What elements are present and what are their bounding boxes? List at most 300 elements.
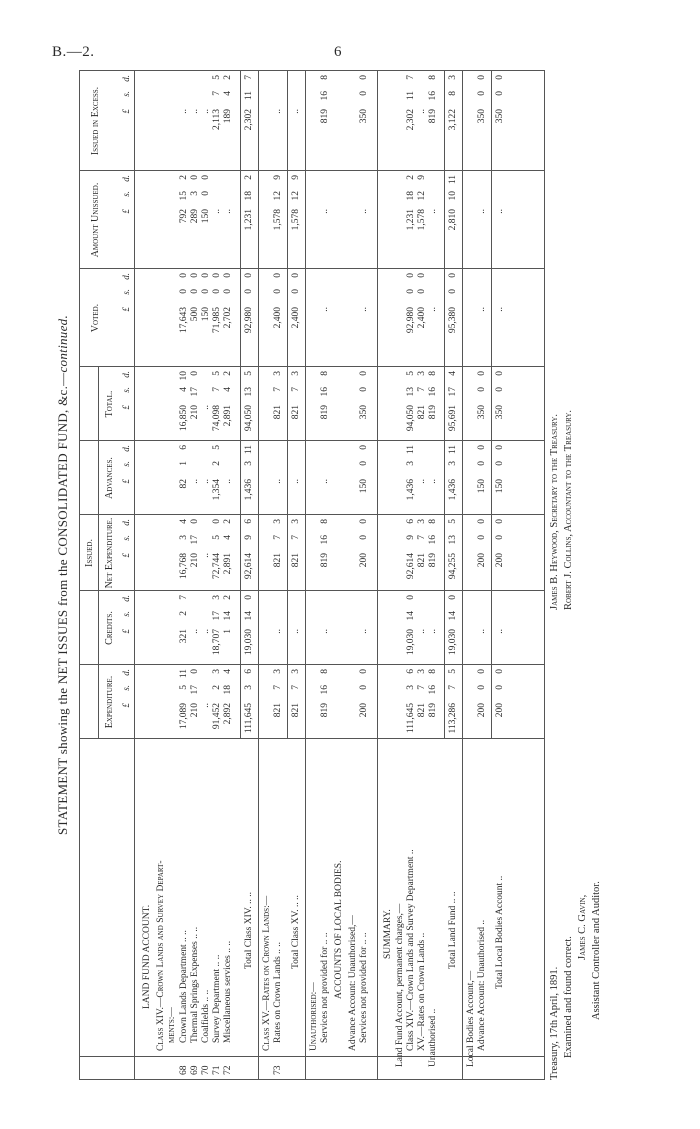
- pounds: 350: [359, 405, 369, 420]
- row-1-cred: [190, 595, 200, 665]
- pounds: ..: [495, 209, 505, 214]
- local-bodies-account-excess: [477, 75, 487, 171]
- pounds: 82: [179, 479, 189, 489]
- shillings: 0: [212, 289, 222, 294]
- class15-row-adv: [273, 445, 283, 515]
- pence: 2: [223, 75, 233, 80]
- pence: 2: [244, 175, 254, 180]
- pence: 5: [212, 75, 222, 80]
- shillings: [359, 191, 369, 209]
- pounds: ..: [201, 703, 211, 708]
- pounds: 113,286: [448, 703, 458, 734]
- row-2-excess: [201, 75, 211, 171]
- unit-pound: £: [121, 209, 131, 214]
- pence: [359, 595, 369, 611]
- pence: [190, 445, 200, 461]
- pence: 0: [417, 273, 427, 278]
- pounds: 92,614: [244, 553, 254, 580]
- shillings: 0: [223, 289, 233, 294]
- row-4-tot: [223, 371, 233, 441]
- advance-account-title: Advance Account: Unauthorised,—: [348, 915, 358, 1051]
- shillings: [495, 611, 505, 629]
- shillings: 3: [448, 461, 458, 466]
- pounds: ..: [291, 629, 301, 634]
- shillings: 4: [179, 387, 189, 392]
- advance-row-excess: [359, 75, 369, 171]
- pence: 4: [179, 519, 189, 524]
- pence: [201, 595, 211, 611]
- unit-pence: d.: [121, 273, 131, 280]
- pence: 8: [428, 75, 438, 80]
- pence: [201, 445, 211, 461]
- row-label: Miscellaneous services .. ..: [223, 940, 233, 1043]
- row-3-tot: [212, 371, 222, 441]
- section-rule: [377, 71, 378, 1079]
- pounds: 821: [417, 703, 427, 718]
- pence: 0: [495, 445, 505, 450]
- shillings: 7: [291, 535, 301, 540]
- pence: 4: [223, 669, 233, 674]
- total-land-fund-label: Total Land Fund .. ..: [448, 891, 458, 969]
- pounds: 16,850: [179, 405, 189, 432]
- shillings: [273, 91, 283, 109]
- summary-row-2-cred: [428, 595, 438, 665]
- footer-sig1-text: James B. Heywood, Secretary to the Treasury.: [549, 413, 560, 610]
- shillings: 13: [448, 535, 458, 545]
- advance-row-vot: [359, 273, 369, 367]
- pence: 11: [244, 445, 254, 455]
- total-land-fund-uniss: [448, 175, 458, 269]
- pounds: 72,744: [212, 553, 222, 580]
- row-1-vot: [190, 273, 200, 367]
- shillings: 11: [244, 91, 254, 101]
- summary-row-label: XV.—Rates on Crown Lands ..: [417, 932, 427, 1051]
- unit-pound: £: [121, 479, 131, 484]
- pounds: ..: [495, 629, 505, 634]
- pounds: 1,231: [244, 209, 254, 231]
- class14-title-cont: ments:—: [167, 1007, 177, 1043]
- row-number: 73: [273, 1065, 283, 1075]
- pounds: 94,255: [448, 553, 458, 580]
- section-rule: [305, 71, 306, 1079]
- shillings: 7: [291, 387, 301, 392]
- column-rule-tot: [80, 440, 544, 441]
- row-3-net: [212, 519, 222, 591]
- pence: [291, 75, 301, 91]
- summary-row-2-uniss: [428, 175, 438, 269]
- unit-pound: £: [121, 307, 131, 312]
- pence: 5: [406, 371, 416, 376]
- class14-total-net: [244, 519, 254, 591]
- local-bodies-account-adv: [477, 445, 487, 515]
- shillings: 3: [244, 685, 254, 690]
- page-number: 6: [334, 44, 342, 60]
- total-local-bodies-excess: [495, 75, 505, 171]
- pounds: ..: [320, 629, 330, 634]
- shillings: [201, 461, 211, 479]
- pounds: 2,400: [291, 307, 301, 329]
- unauthorised-row-cred: [320, 595, 330, 665]
- unit-shilling: s.: [121, 387, 131, 393]
- pounds: 819: [320, 109, 330, 124]
- pounds: 819: [428, 109, 438, 124]
- pounds: 821: [291, 703, 301, 718]
- unauthorised-title: Unauthorised:—: [309, 982, 319, 1051]
- pence: 9: [417, 175, 427, 180]
- total-land-fund-tot: [448, 371, 458, 441]
- shillings: [359, 289, 369, 307]
- pence: 7: [179, 595, 189, 600]
- class15-total-uniss: [291, 175, 301, 269]
- summary-row-1-cred: [417, 595, 427, 665]
- pounds: 210: [190, 703, 200, 718]
- total-local-bodies-vot: [495, 273, 505, 367]
- statement-title-main: STATEMENT showing the NET ISSUES from the CONSOLIDATED FUND, &c.—: [55, 372, 70, 836]
- pence: 8: [320, 519, 330, 524]
- row-0-vot: [179, 273, 189, 367]
- pounds: ..: [273, 109, 283, 114]
- local-bodies-account-net: [477, 519, 487, 591]
- pence: 8: [320, 75, 330, 80]
- class15-row-excess: [273, 75, 283, 171]
- pence: 0: [190, 175, 200, 180]
- footer: [547, 70, 615, 1080]
- row-3-adv: [212, 445, 222, 515]
- unit-labels-tot: [121, 371, 131, 441]
- pounds: ..: [179, 109, 189, 114]
- row-3-uniss: [212, 175, 222, 269]
- summary-row-1-adv: [417, 445, 427, 515]
- shillings: 2: [212, 685, 222, 690]
- class15-title: Class XV.—Rates on Crown Lands:—: [262, 895, 272, 1051]
- pounds: 821: [417, 405, 427, 420]
- summary-row-label: Class XIV.—Crown Lands and Survey Department ..: [406, 849, 416, 1051]
- pounds: ..: [428, 629, 438, 634]
- summary-row-0-tot: [406, 371, 416, 441]
- unit-shilling: s.: [121, 289, 131, 295]
- pence: 0: [244, 273, 254, 278]
- pounds: 350: [495, 405, 505, 420]
- footer-auditor-name: James C. Gavin,: [577, 894, 588, 960]
- pence: 11: [179, 669, 189, 679]
- class14-total-exp: [244, 669, 254, 739]
- pence: 11: [406, 445, 416, 455]
- pence: [495, 595, 505, 611]
- pence: 0: [477, 519, 487, 524]
- pence: [223, 175, 233, 191]
- pence: [320, 273, 330, 289]
- pounds: 2,400: [273, 307, 283, 329]
- unit-pound: £: [121, 703, 131, 708]
- shillings: 10: [448, 191, 458, 201]
- shillings: [428, 461, 438, 479]
- shillings: [179, 91, 189, 109]
- pounds: 1,436: [448, 479, 458, 501]
- shillings: [291, 611, 301, 629]
- pence: 3: [273, 519, 283, 524]
- class15-total-adv: [291, 445, 301, 515]
- pence: 0: [179, 273, 189, 278]
- shillings: [477, 611, 487, 629]
- shillings: [320, 191, 330, 209]
- summary-row-0-adv: [406, 445, 416, 515]
- pence: [201, 371, 211, 387]
- local-bodies-advance-label: Advance Account: Unauthorised ..: [477, 919, 487, 1051]
- row-4-exp: [223, 669, 233, 739]
- class15-row-uniss: [273, 175, 283, 269]
- pence: [477, 595, 487, 611]
- unauthorised-row-uniss: [320, 175, 330, 269]
- class14-total-adv: [244, 445, 254, 515]
- class15-total-cred: [291, 595, 301, 665]
- row-3-excess: [212, 75, 222, 171]
- class14-total-cred: [244, 595, 254, 665]
- local-bodies-account-uniss: [477, 175, 487, 269]
- shillings: 14: [244, 611, 254, 621]
- pounds: 111,645: [244, 703, 254, 734]
- pounds: 500: [190, 307, 200, 322]
- shillings: [428, 289, 438, 307]
- row-0-exp: [179, 669, 189, 739]
- advance-row-adv: [359, 445, 369, 515]
- pounds: 350: [477, 405, 487, 420]
- pence: 0: [291, 273, 301, 278]
- shillings: 4: [223, 91, 233, 96]
- pounds: 1,578: [273, 209, 283, 231]
- advance-row-net: [359, 519, 369, 591]
- pounds: 821: [273, 405, 283, 420]
- pounds: ..: [320, 479, 330, 484]
- pounds: ..: [201, 629, 211, 634]
- pence: 0: [359, 75, 369, 80]
- pounds: 19,030: [244, 629, 254, 656]
- section-summary: SUMMARY.: [383, 909, 393, 959]
- unit-pence: d.: [121, 595, 131, 602]
- pounds: 2,891: [223, 553, 233, 575]
- shillings: 7: [417, 685, 427, 690]
- pence: 8: [428, 669, 438, 674]
- local-bodies-account-tot: [477, 371, 487, 441]
- header-exp: Expenditure.: [104, 675, 115, 729]
- shillings: 3: [406, 461, 416, 466]
- subtotal-rule: [491, 71, 492, 739]
- pence: 3: [417, 371, 427, 376]
- pounds: 210: [190, 553, 200, 568]
- pounds: 1,578: [417, 209, 427, 231]
- pounds: 150: [477, 479, 487, 494]
- header-vot: Voted.: [90, 303, 101, 333]
- pence: 3: [212, 669, 222, 674]
- unauthorised-row-excess: [320, 75, 330, 171]
- summary-row-0-cred: [406, 595, 416, 665]
- pounds: ..: [201, 553, 211, 558]
- shillings: [359, 611, 369, 629]
- pounds: ..: [428, 479, 438, 484]
- class14-total-tot: [244, 371, 254, 441]
- shillings: 5: [212, 535, 222, 540]
- shillings: 0: [495, 685, 505, 690]
- rotated-statement: [55, 70, 615, 1080]
- pence: 5: [212, 371, 222, 376]
- pence: 6: [406, 519, 416, 524]
- row-4-net: [223, 519, 233, 591]
- shillings: [417, 91, 427, 109]
- pence: 6: [244, 669, 254, 674]
- pence: 8: [428, 519, 438, 524]
- class14-total-excess: [244, 75, 254, 171]
- summary-row-1-exp: [417, 669, 427, 739]
- pounds: 200: [359, 703, 369, 718]
- pounds: ..: [428, 209, 438, 214]
- shillings: [417, 611, 427, 629]
- page-reference: B.—2.: [52, 44, 95, 60]
- pence: 8: [428, 371, 438, 376]
- shillings: 9: [244, 535, 254, 540]
- pounds: 200: [495, 553, 505, 568]
- unit-shilling: s.: [121, 685, 131, 691]
- shillings: 3: [244, 461, 254, 466]
- unauthorised-row-tot: [320, 371, 330, 441]
- pence: 0: [495, 371, 505, 376]
- row-number: 70: [201, 1065, 211, 1075]
- unit-labels-cred: [121, 595, 131, 665]
- class14-total-uniss: [244, 175, 254, 269]
- pence: 2: [179, 175, 189, 180]
- shillings: 5: [179, 685, 189, 690]
- shillings: [291, 461, 301, 479]
- header-adv: Advances.: [104, 457, 115, 499]
- pounds: 350: [359, 109, 369, 124]
- pence: 2: [223, 595, 233, 600]
- shillings: [495, 191, 505, 209]
- subtotal-rule: [240, 71, 241, 739]
- pounds: 1,436: [244, 479, 254, 501]
- pounds: 18,707: [212, 629, 222, 656]
- class15-row-cred: [273, 595, 283, 665]
- pounds: 289: [190, 209, 200, 224]
- header-tot: Total.: [104, 390, 115, 418]
- class14-total-vot: [244, 273, 254, 367]
- local-bodies-account-exp: [477, 669, 487, 739]
- class15-total-tot: [291, 371, 301, 441]
- row-1-exp: [190, 669, 200, 739]
- pounds: ..: [291, 109, 301, 114]
- summary-intro: Land Fund Account, permanent charges,—: [395, 903, 405, 1067]
- shillings: 12: [417, 191, 427, 201]
- pence: [320, 175, 330, 191]
- header-excess: Issued in Excess.: [90, 86, 101, 156]
- pounds: 819: [428, 553, 438, 568]
- unit-pence: d.: [121, 175, 131, 182]
- shillings: 16: [320, 91, 330, 101]
- shillings: 17: [190, 387, 200, 397]
- pounds: 819: [320, 553, 330, 568]
- pounds: 1,354: [212, 479, 222, 501]
- page-header: [0, 0, 700, 60]
- pence: 3: [448, 75, 458, 80]
- pence: 3: [417, 669, 427, 674]
- total-land-fund-excess: [448, 75, 458, 171]
- class15-total-exp: [291, 669, 301, 739]
- unit-pence: d.: [121, 75, 131, 82]
- shillings: [320, 461, 330, 479]
- shillings: 0: [495, 461, 505, 466]
- pence: [223, 445, 233, 461]
- pence: 11: [448, 445, 458, 455]
- row-number: 68: [179, 1065, 189, 1075]
- pounds: ..: [190, 479, 200, 484]
- advance-row-uniss: [359, 175, 369, 269]
- shillings: [273, 611, 283, 629]
- unit-pence: d.: [121, 669, 131, 676]
- pounds: ..: [417, 479, 427, 484]
- pence: 0: [273, 273, 283, 278]
- pounds: 150: [201, 307, 211, 322]
- row-2-vot: [201, 273, 211, 367]
- class15-total-label: Total Class XV. .. ..: [291, 895, 301, 969]
- shillings: 0: [477, 685, 487, 690]
- shillings: 7: [417, 387, 427, 392]
- pence: [201, 669, 211, 685]
- pence: 0: [495, 519, 505, 524]
- summary-row-2-adv: [428, 445, 438, 515]
- pence: [428, 175, 438, 191]
- pence: 5: [448, 669, 458, 674]
- shillings: 14: [406, 611, 416, 621]
- shillings: 1: [179, 461, 189, 466]
- shillings: 17: [190, 535, 200, 545]
- row-label: Services not provided for .. ..: [359, 932, 369, 1043]
- pence: 0: [477, 75, 487, 80]
- local-bodies-account-title: Local Bodies Account,—: [466, 970, 476, 1067]
- pounds: 350: [477, 109, 487, 124]
- pence: 0: [212, 273, 222, 278]
- shillings: 0: [273, 289, 283, 294]
- pounds: ..: [477, 629, 487, 634]
- pounds: 71,985: [212, 307, 222, 334]
- row-number: 71: [212, 1065, 222, 1075]
- subtotal-rule: [287, 71, 288, 739]
- shillings: 0: [359, 387, 369, 392]
- pence: 0: [359, 519, 369, 524]
- pounds: ..: [273, 629, 283, 634]
- pounds: ..: [223, 479, 233, 484]
- section-rule: [462, 71, 463, 1079]
- pounds: 19,030: [406, 629, 416, 656]
- shillings: 7: [291, 685, 301, 690]
- shillings: 0: [477, 535, 487, 540]
- shillings: 18: [406, 191, 416, 201]
- pounds: 200: [477, 553, 487, 568]
- shillings: 7: [212, 91, 222, 96]
- unit-shilling: s.: [121, 611, 131, 617]
- row-1-adv: [190, 445, 200, 515]
- pounds: 321: [179, 629, 189, 644]
- pence: 0: [212, 519, 222, 524]
- shillings: 7: [448, 685, 458, 690]
- shillings: 17: [448, 387, 458, 397]
- shillings: 18: [244, 191, 254, 201]
- pounds: 2,891: [223, 405, 233, 427]
- shillings: 2: [179, 611, 189, 616]
- pence: 3: [273, 669, 283, 674]
- summary-row-1-excess: [417, 75, 427, 171]
- shillings: 0: [359, 461, 369, 466]
- unit-labels-adv: [121, 445, 131, 515]
- shillings: [320, 611, 330, 629]
- total-local-bodies-exp: [495, 669, 505, 739]
- shillings: [223, 461, 233, 479]
